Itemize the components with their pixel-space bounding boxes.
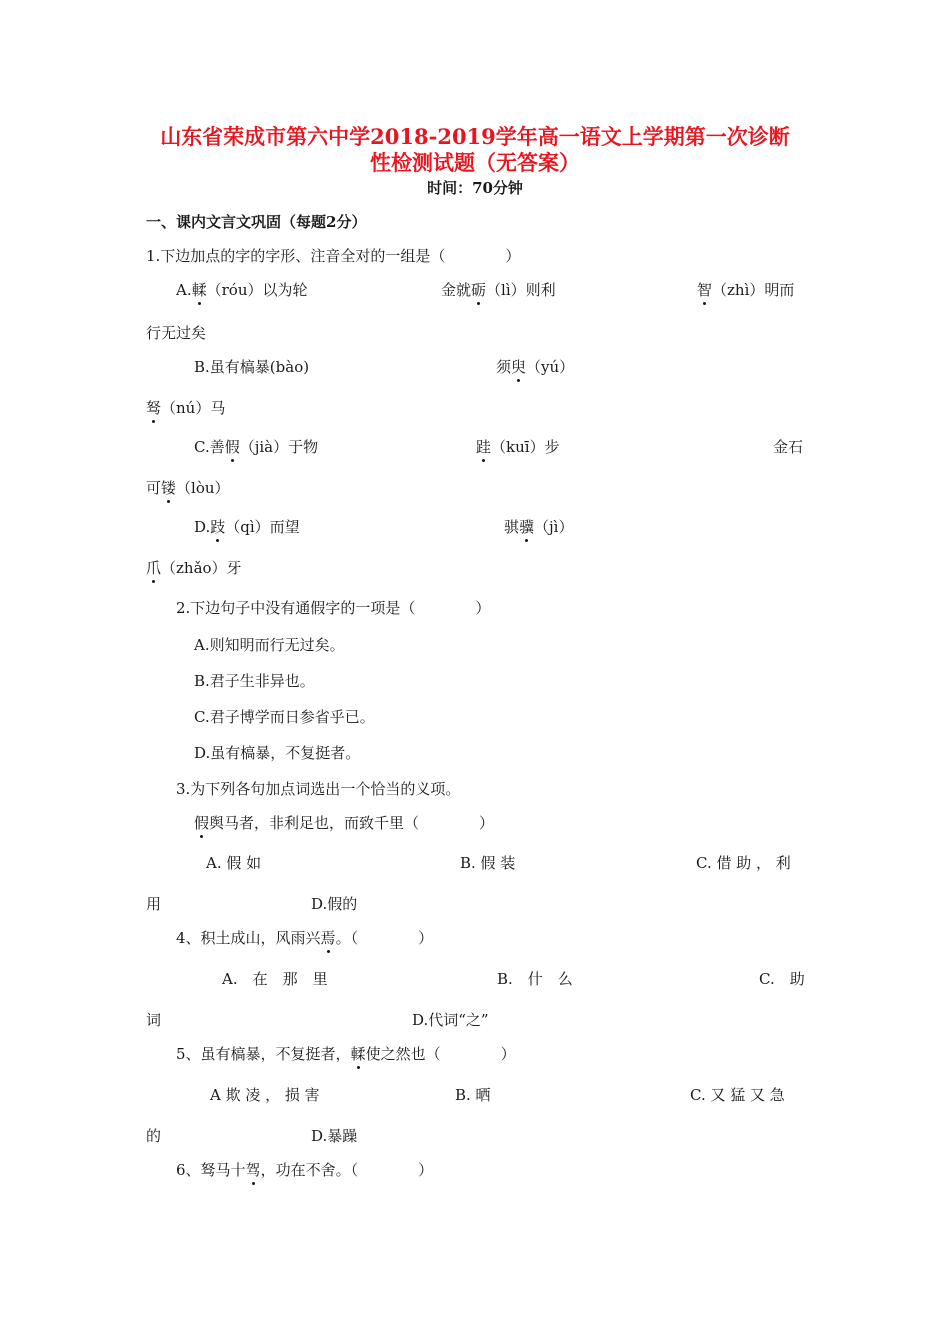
text: 4、积土成山，风雨兴 [176,929,321,947]
text: ，功在不舍。（ ） [260,1161,434,1179]
q3-option-a: A. 假 如 [206,854,262,872]
q4-option-a: A. 在 那 里 [222,970,328,988]
q4-option-b: B. 什 么 [497,970,573,988]
q5-option-c-cont: 的 [146,1127,162,1145]
q1-option-d-part2 [504,517,573,537]
q2-option-a: A.则知明而行无过矣。 [194,636,345,654]
text: D. [194,518,211,536]
q3-option-c: C. 借 助 ， 利 [696,854,791,872]
q1-option-d-part1 [194,517,300,537]
q5-option-c: C. 又 猛 又 急 [690,1086,785,1104]
q6-stem [176,1160,433,1180]
section-heading: 一、课内文言文巩固（每题2分） [146,213,367,231]
dotted-char: 驾 [245,1161,261,1179]
text: 骐 [504,518,520,536]
text: （róu）以为轮 [206,281,308,299]
q2-option-b: B.君子生非异也。 [194,672,315,690]
text: 可 [146,479,162,497]
q5-option-a: A 欺 凌 ， 损 害 [210,1086,320,1104]
text: A. [176,281,192,299]
q3-stem: 3.为下列各句加点词选出一个恰当的义项。 [176,780,461,798]
q3-sentence [194,813,494,833]
q2-stem: 2.下边句子中没有通假字的一项是（ ） [176,599,491,617]
text: 使之然也（ ） [365,1045,516,1063]
q4-option-c-cont: 词 [146,1011,162,1029]
dotted-char: 臾 [511,358,527,376]
exam-time: 时间：70分钟 [427,179,523,197]
dotted-char: 智 [697,281,713,299]
dotted-char: 砺 [471,281,487,299]
q1-stem: 1.下边加点的字的字形、注音全对的一组是（ ） [146,247,521,265]
text: 舆马者，非利足也，而致千里（ ） [209,814,495,832]
text: （kuī）步 [491,438,560,456]
q2-option-d: D.虽有槁暴，不复挺者。 [194,744,361,762]
text: 须 [496,358,512,376]
q5-stem [176,1044,516,1064]
dotted-char: 跂 [210,518,226,536]
dotted-char: 骥 [519,518,535,536]
text: （nú）马 [161,399,226,417]
text: 金就 [441,281,472,299]
dotted-char: 假 [224,438,240,456]
q5-option-b: B. 晒 [455,1086,491,1104]
dotted-char: 輮 [191,281,207,299]
dotted-char: 驽 [146,399,162,417]
text: 6、驽马十 [176,1161,246,1179]
q1-option-a-part2 [441,280,556,300]
text: （zhǎo）牙 [161,559,242,577]
text: 5、虽有槁暴，不复挺者， [176,1045,351,1063]
dotted-char: 假 [194,814,210,832]
q4-option-c: C. 助 [759,970,805,988]
q1-option-c-part2 [476,437,560,457]
dotted-char: 爪 [146,559,162,577]
text: （lòu） [176,479,230,497]
q1-option-b-part1: B.虽有槁暴(bào) [194,358,310,376]
q1-option-d-cont [146,558,242,578]
q2-option-c: C.君子博学而日参省乎已。 [194,708,375,726]
text: 。（ ） [335,929,434,947]
text: （lì）则利 [486,281,556,299]
q1-option-b-part2 [496,357,574,377]
text: （jià）于物 [239,438,319,456]
q3-option-b: B. 假 装 [460,854,516,872]
dotted-char: 跬 [476,438,492,456]
q5-option-d: D.暴躁 [311,1127,358,1145]
q3-option-d: D.假的 [311,895,358,913]
q1-option-a-part3 [697,280,794,300]
text: C.善 [194,438,225,456]
q1-option-b-cont [146,398,225,418]
q1-option-c-part1 [194,437,318,457]
text: （yú） [526,358,575,376]
q1-option-a-part1 [176,280,308,300]
q1-option-c-cont [146,478,230,498]
text: （jì） [534,518,574,536]
document-title-line-1: 山东省荣成市第六中学2018-2019学年高一语文上学期第一次诊断 [160,124,790,149]
dotted-char: 焉 [320,929,336,947]
text: （zhì）明而 [712,281,795,299]
document-title-line-2: 性检测试题（无答案） [370,150,580,175]
dotted-char: 镂 [161,479,177,497]
text: （qì）而望 [225,518,300,536]
q3-option-c-cont: 用 [146,895,162,913]
q1-option-a-cont: 行无过矣 [146,324,207,342]
q4-option-d: D.代词“之” [412,1011,489,1029]
dotted-char: 輮 [350,1045,366,1063]
q1-option-c-part3: 金石 [773,438,804,456]
q4-stem [176,928,433,948]
